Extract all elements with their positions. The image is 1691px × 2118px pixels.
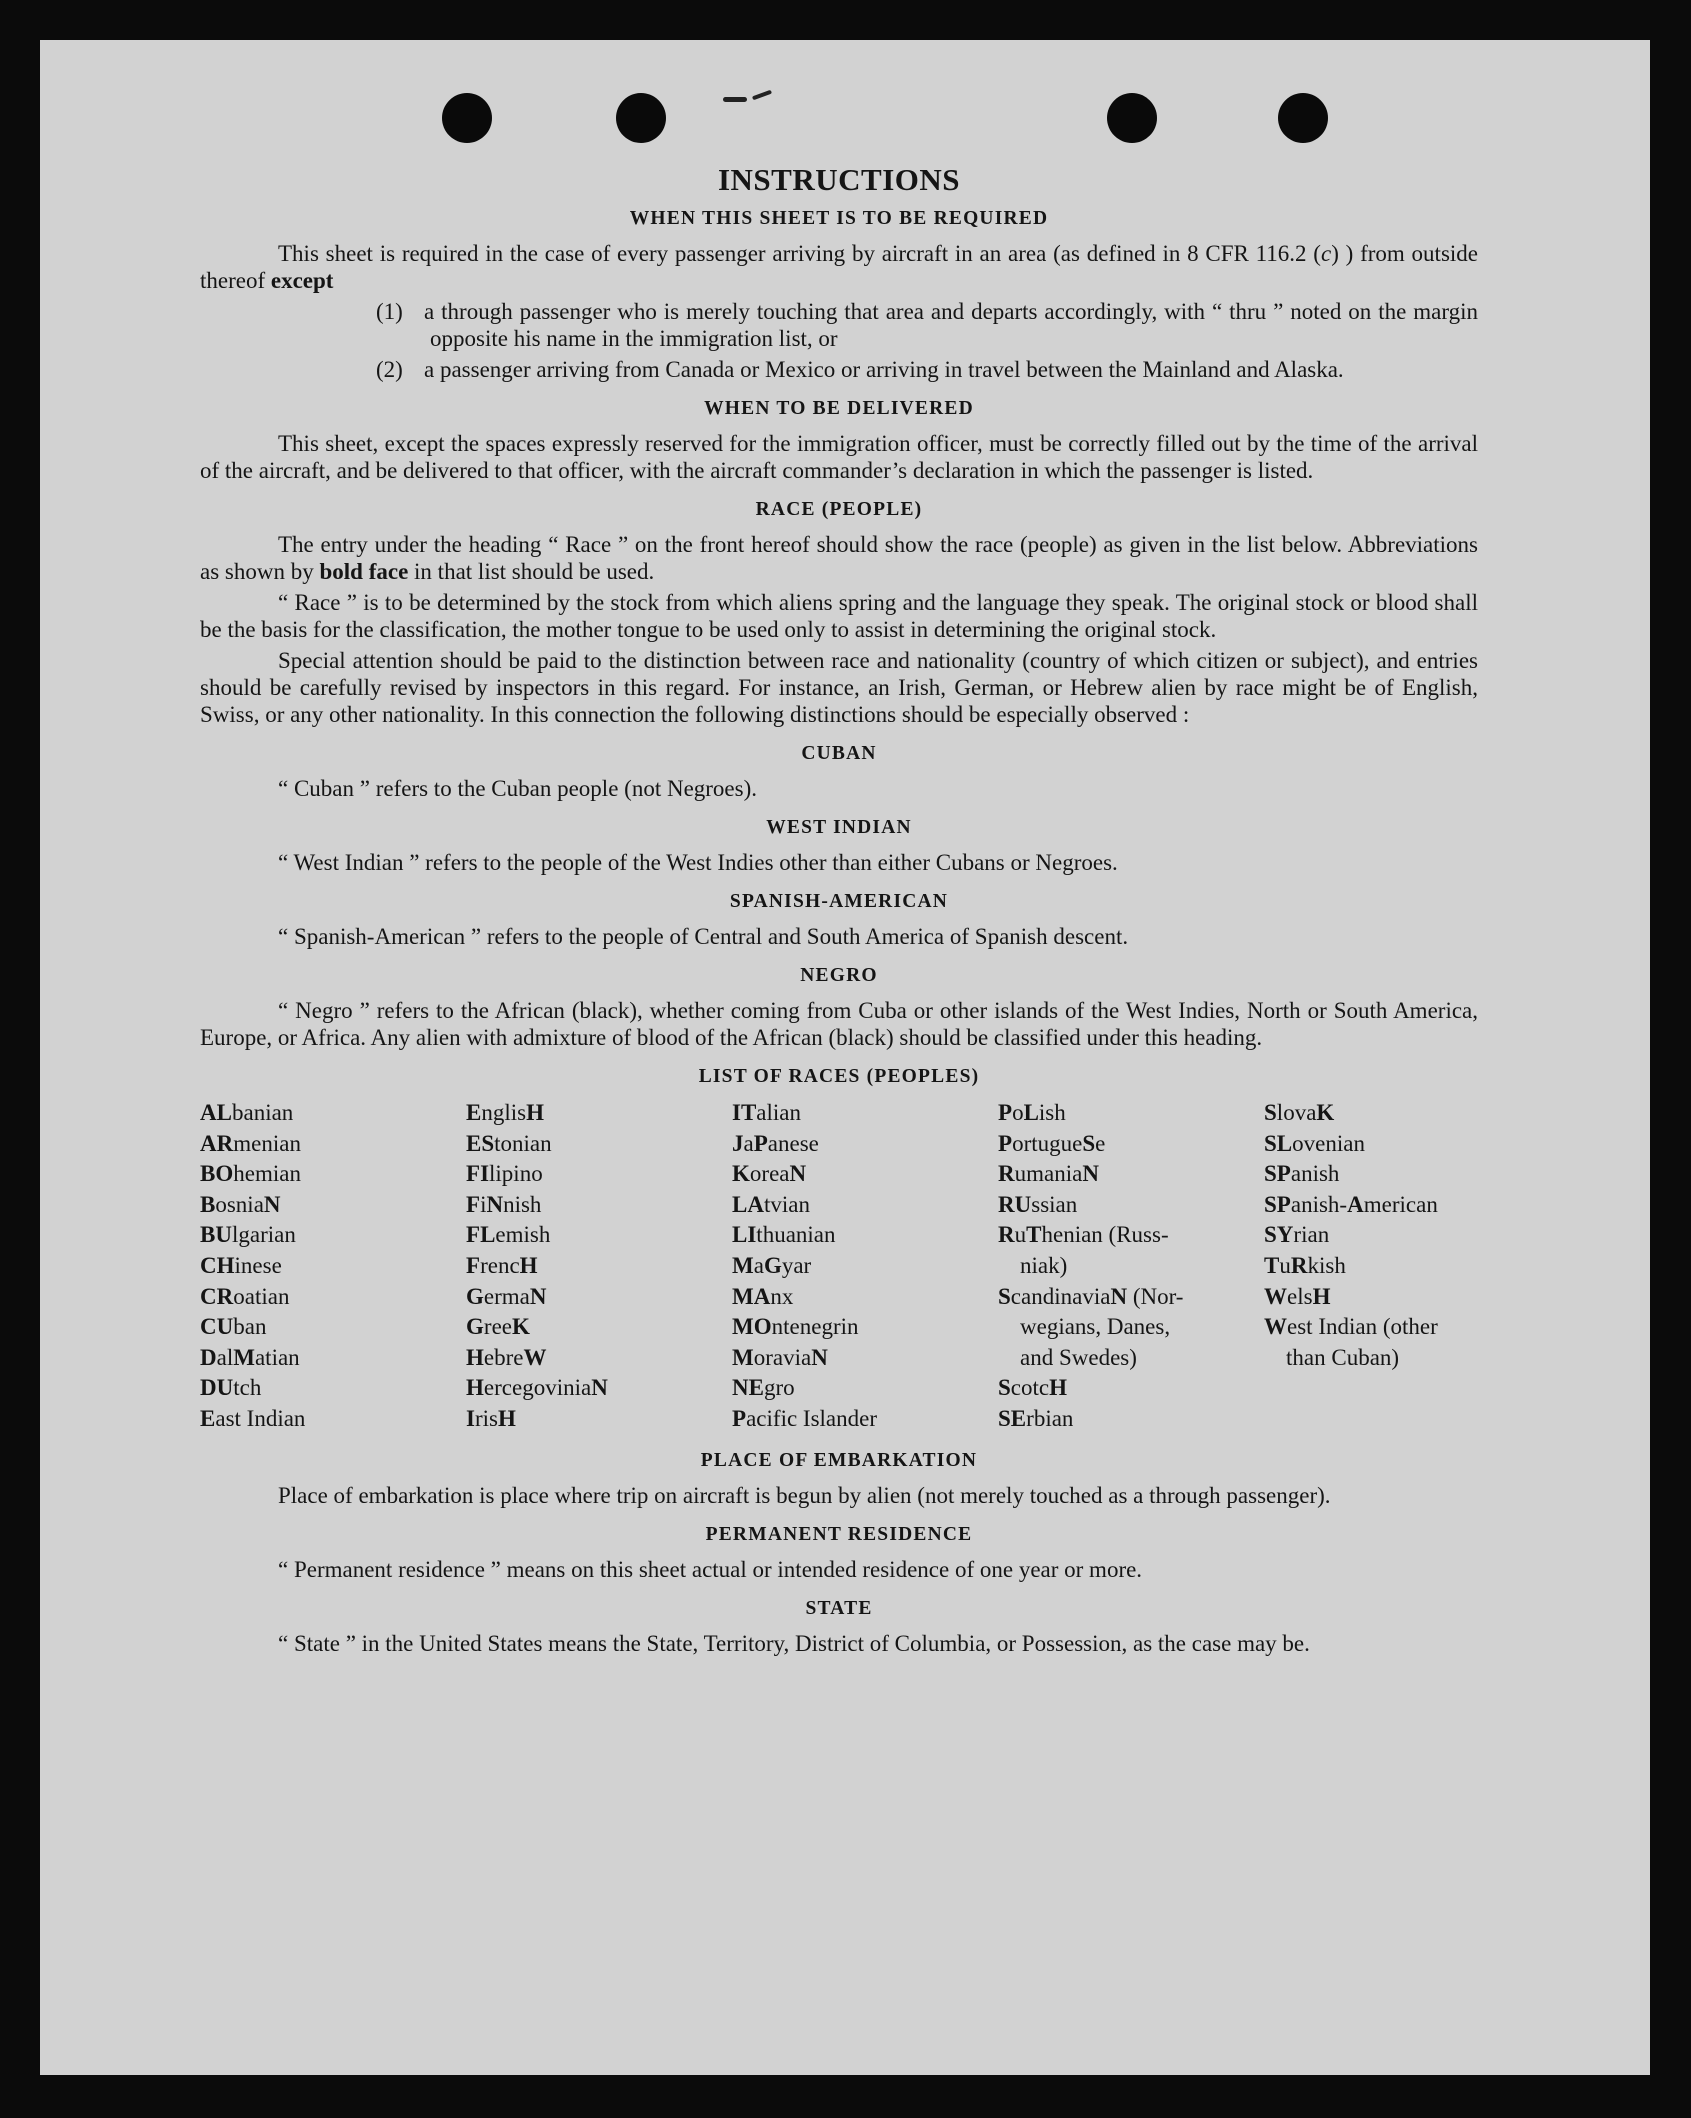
race-entry: Pacific Islander: [732, 1405, 877, 1431]
section-heading-when-required: WHEN THIS SHEET IS TO BE REQUIRED: [629, 208, 1049, 229]
race-entry: LAtvian: [732, 1191, 810, 1217]
punch-hole: [1107, 93, 1157, 143]
race-entry: ALbanian: [200, 1100, 294, 1125]
exception-item: (1) a through passenger who is merely touching that area and departs accordingly, with “ thru ” noted on the margin opposite his name in the immigration list, or: [376, 299, 1478, 351]
list-of-races: [200, 1098, 1478, 1435]
race-entry: BUlgarian: [200, 1222, 296, 1248]
section-heading-when-delivered: WHEN TO BE DELIVERED: [704, 398, 974, 419]
race-entry: KoreaN: [732, 1161, 807, 1187]
race-entry: TuRkish: [1264, 1252, 1346, 1278]
page-title: INSTRUCTIONS: [717, 162, 960, 197]
race-entry: DUtch: [200, 1375, 262, 1401]
race-entry: PortugueSe: [998, 1130, 1106, 1156]
race-entry: NEgro: [732, 1375, 795, 1401]
race-entry: SYrian: [1264, 1222, 1330, 1248]
punch-hole: [616, 93, 666, 143]
race-entry: LIthuanian: [732, 1222, 836, 1248]
race-entry: CRoatian: [200, 1283, 290, 1309]
when-delivered-text: This sheet, except the spaces expressly reserved for the immigration officer, must be correctly filled out by the time of the arrival of the aircraft, and be delivered to that officer, with the aircraft commander’s declaration in which the passenger is listed.: [200, 431, 1478, 483]
instructions-content: [200, 162, 1479, 1661]
embarkation-text: Place of embarkation is place where trip on aircraft is begun by alien (not merely touched as a through passenger).: [278, 1482, 1331, 1508]
race-entry: GreeK: [466, 1314, 530, 1340]
punch-hole: [442, 93, 492, 143]
race-paragraph: Special attention should be paid to the distinction between race and nationality (country of which citizen or subject), and entries should be carefully revised by inspectors in this regard. For instance, an Irish, German, or Hebrew alien by race might be of English, Swiss, or any other nationality. In this connection the following distinctions should be especially observed :: [200, 648, 1478, 727]
race-entry: JaPanese: [732, 1130, 819, 1156]
section-heading-race: RACE (PEOPLE): [755, 499, 923, 520]
race-entry: RumaniaN: [998, 1161, 1099, 1187]
race-entry: RuThenian (Russ- niak): [998, 1222, 1169, 1278]
punch-hole: [1278, 93, 1328, 143]
race-column: [200, 1098, 466, 1435]
race-entry: SPanish: [1264, 1161, 1340, 1187]
race-column: [732, 1098, 998, 1435]
exception-item: (2) a passenger arriving from Canada or Mexico or arriving in travel between the Mainland and Alaska.: [376, 357, 1344, 382]
race-entry: GermaN: [466, 1283, 547, 1309]
race-entry: ITalian: [732, 1100, 802, 1125]
cuban-text: “ Cuban ” refers to the Cuban people (not Negroes).: [278, 776, 758, 801]
race-entry: FLemish: [466, 1222, 551, 1248]
race-column: [1264, 1098, 1530, 1435]
document-sheet: [40, 40, 1650, 2075]
race-entry: WelsH: [1264, 1283, 1331, 1309]
section-heading-negro: NEGRO: [800, 965, 878, 986]
race-entry: RUssian: [998, 1191, 1078, 1217]
residence-text: “ Permanent residence ” means on this sheet actual or intended residence of one year or more.: [278, 1556, 1143, 1582]
when-required-intro: This sheet is required in the case of every passenger arriving by aircraft in an area (as defined in 8 CFR 116.2 (c) ) from outside thereof except: [200, 241, 1479, 293]
race-entry: HebreW: [466, 1344, 547, 1370]
west-indian-text: “ West Indian ” refers to the people of the West Indies other than either Cubans or Negroes.: [278, 850, 1118, 875]
race-entry: CUban: [200, 1314, 267, 1340]
race-entry: East Indian: [200, 1405, 306, 1431]
race-entry: BosniaN: [200, 1191, 281, 1217]
race-entry: SlovaK: [1264, 1100, 1335, 1125]
scan-mark: [723, 97, 747, 102]
state-text: “ State ” in the United States means the State, Territory, District of Columbia, or Possession, as the case may be.: [278, 1630, 1310, 1656]
race-entry: ScandinaviaN (Nor- wegians, Danes, and Swedes): [998, 1283, 1184, 1370]
race-paragraph: “ Race ” is to be determined by the stock from which aliens spring and the language they speak. The original stock or blood shall be the basis for the classification, the mother tongue to be used only to assist in determining the original stock.: [200, 590, 1478, 642]
race-entry: PoLish: [998, 1100, 1066, 1125]
race-entry: EnglisH: [466, 1100, 544, 1125]
race-column: [998, 1098, 1264, 1435]
section-heading-cuban: CUBAN: [801, 743, 877, 764]
race-entry: IrisH: [466, 1405, 516, 1431]
section-heading-residence: PERMANENT RESIDENCE: [705, 1523, 973, 1545]
race-entry: MAnx: [732, 1283, 794, 1309]
section-heading-list-of-races: LIST OF RACES (PEOPLES): [698, 1066, 980, 1087]
section-heading-spanish-american: SPANISH-AMERICAN: [729, 891, 949, 912]
scan-mark: [752, 90, 772, 101]
race-entry: SLovenian: [1264, 1130, 1365, 1156]
race-entry: CHinese: [200, 1252, 282, 1278]
race-entry: EStonian: [466, 1130, 552, 1156]
race-paragraph: The entry under the heading “ Race ” on the front hereof should show the race (people) as given in the list below. Abbreviations as shown by bold face in that list should be used.: [200, 532, 1478, 584]
spanish-american-text: “ Spanish-American ” refers to the people of Central and South America of Spanish descent.: [278, 924, 1129, 949]
race-entry: BOhemian: [200, 1161, 301, 1187]
race-entry: SPanish-American: [1264, 1191, 1438, 1217]
negro-text: “ Negro ” refers to the African (black), whether coming from Cuba or other islands of the West Indies, North or South America, Europe, or Africa. Any alien with admixture of blood of the African (black) should be classified under this heading.: [200, 998, 1478, 1050]
race-column: [466, 1098, 732, 1435]
race-entry: MaGyar: [732, 1252, 812, 1278]
race-entry: FIlipino: [466, 1161, 543, 1187]
race-entry: FiNnish: [466, 1191, 542, 1217]
race-entry: HercegoviniaN: [466, 1375, 608, 1401]
race-entry: MOntenegrin: [732, 1314, 859, 1340]
race-entry: MoraviaN: [732, 1344, 828, 1370]
section-heading-west-indian: WEST INDIAN: [766, 817, 912, 838]
race-entry: FrencH: [466, 1252, 538, 1278]
race-entry: West Indian (other than Cuban): [1264, 1314, 1438, 1370]
race-entry: ScotcH: [998, 1375, 1068, 1401]
section-heading-embarkation: PLACE OF EMBARKATION: [700, 1449, 978, 1471]
race-entry: DalMatian: [200, 1344, 300, 1370]
race-entry: SErbian: [998, 1405, 1074, 1431]
race-entry: ARmenian: [200, 1130, 301, 1156]
section-heading-state: STATE: [805, 1597, 873, 1619]
